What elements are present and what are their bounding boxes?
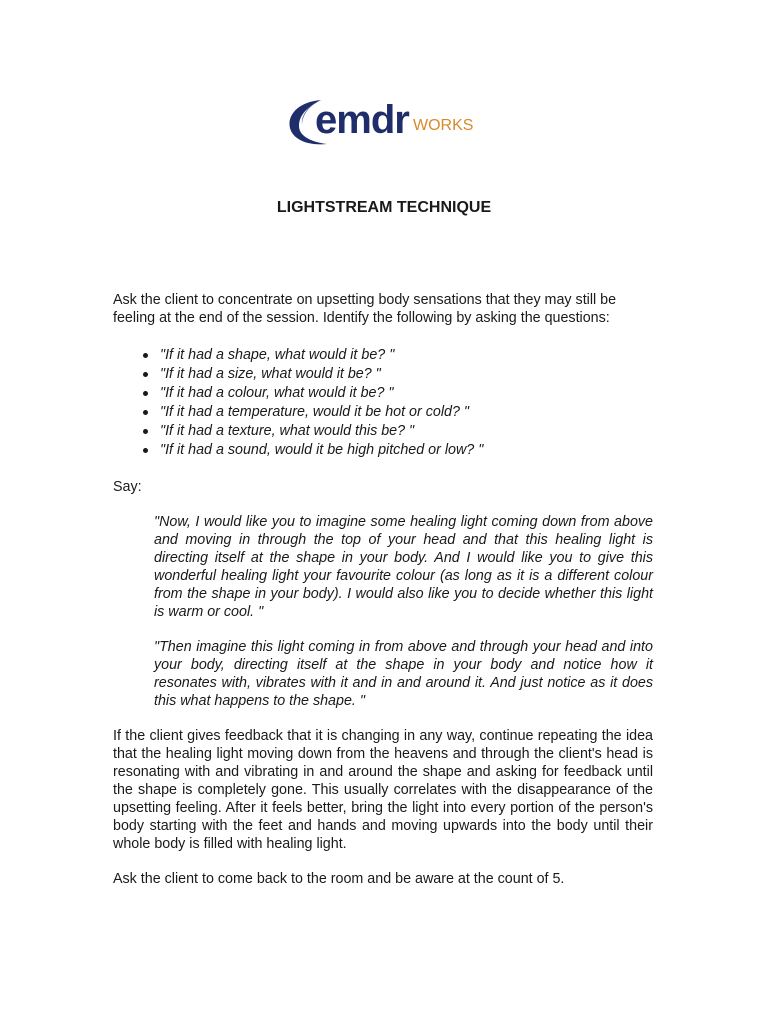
question-text: "If it had a texture, what would this be? " — [160, 423, 415, 439]
logo-wordmark: emdr — [315, 98, 409, 142]
emdr-works-logo — [287, 98, 487, 148]
list-item — [113, 365, 653, 384]
intro-paragraph: Ask the client to concentrate on upsetting body sensations that they may still be feeling at the end of the session. Identify the following by asking the questions: — [113, 292, 617, 326]
question-text: "If it had a shape, what would it be? " — [160, 347, 395, 363]
list-item — [113, 422, 653, 441]
bullet-icon — [143, 372, 148, 377]
bullet-icon — [143, 448, 148, 453]
bullet-icon — [143, 429, 148, 434]
list-item — [113, 441, 653, 460]
bullet-icon — [143, 391, 148, 396]
bullet-icon — [143, 353, 148, 358]
feedback-paragraph: If the client gives feedback that it is changing in any way, continue repeating the idea that the healing light moving down from the heavens and through the client's head is resonating with and vibrating in and around the shape and asking for feedback until the shape is completely gone. This usually correlates with the disappearance of the upsetting feeling. After it feels better, bring the light into every portion of the person's body starting with the feet and hands and moving upwards into the body until their whole body is filled with healing light. — [113, 728, 653, 852]
question-text: "If it had a colour, what would it be? " — [160, 385, 394, 401]
list-item — [113, 346, 653, 365]
bullet-icon — [143, 410, 148, 415]
logo-subtitle: WORKS — [413, 117, 474, 134]
question-text: "If it had a temperature, would it be hot or cold? " — [160, 404, 469, 420]
say-label: Say: — [113, 479, 142, 495]
question-list — [113, 346, 653, 460]
list-item — [113, 384, 653, 403]
question-text: "If it had a sound, would it be high pitched or low? " — [160, 442, 484, 458]
script-quote-1: "Now, I would like you to imagine some healing light coming down from above and moving in through the top of your head and that this healing light is directing itself at the shape in your body. And I would like you to give this wonderful healing light your favourite colour (as long as it is a different colour from the shape in your body). I would also like you to decide whether this light is warm or cool. " — [154, 514, 653, 620]
document-title: LIGHTSTREAM TECHNIQUE — [276, 199, 492, 216]
question-text: "If it had a size, what would it be? " — [160, 366, 381, 382]
list-item — [113, 403, 653, 422]
script-quote-2: "Then imagine this light coming in from above and through your head and into your body, directing itself at the shape in your body and notice how it resonates with, vibrates with it and in and around it. And just notice as it does this what happens to the shape. " — [154, 639, 653, 709]
closing-paragraph: Ask the client to come back to the room and be aware at the count of 5. — [113, 871, 565, 887]
